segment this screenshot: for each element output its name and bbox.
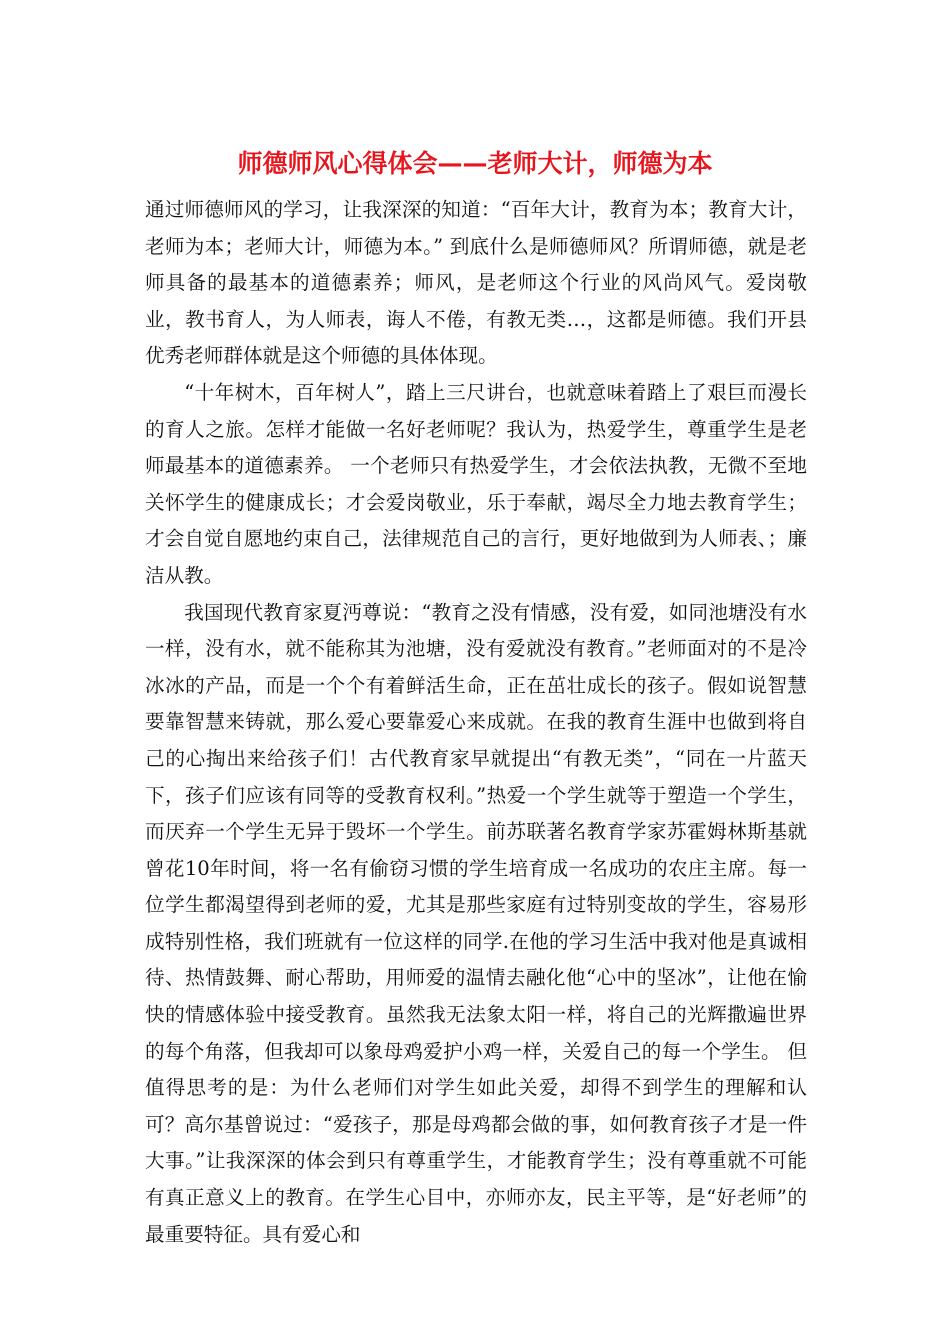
paragraph-1: 通过师德师风的学习，让我深深的知道：“百年大计，教育为本；教育大计，老师为本；老师大计，师德为本。” 到底什么是师德师风？所谓师德，就是老师具备的最基本的道德素养；师风，是老师这个行业的风尚风气。爱岗敬业，教书育人，为人师表，诲人不倦，有教无类…，这都是师德。我们开县优秀老师群体就是这个师德的具体体现。 [145,198,807,368]
paragraph-2: “十年树木，百年树人”，踏上三尺讲台，也就意味着踏上了艰巨而漫长的育人之旅。怎样才能做一名好老师呢？我认为，热爱学生，尊重学生是老师最基本的道德素养。 一个老师只有热爱学生，才会依法执教，无微不至地关怀学生的健康成长；才会爱岗敬业，乐于奉献，竭尽全力地去教育学生；才会自觉自愿地约束自己，法律规范自己的言行，更好地做到为人师表、；廉洁从教。 [145,380,807,587]
document-body [145,192,807,1253]
document-title: 师德师风心得体会——老师大计，师德为本 [237,149,713,178]
paragraph-3: 我国现代教育家夏沔尊说：“教育之没有情感，没有爱，如同池塘没有水一样，没有水，就不能称其为池塘，没有爱就没有教育。”老师面对的不是冷冰冰的产品，而是一个个有着鲜活生命，正在茁壮成长的孩子。假如说智慧要靠智慧来铸就，那么爱心要靠爱心来成就。在我的教育生涯中也做到将自己的心掏出来给孩子们！古代教育家早就提出“有教无类”，“同在一片蓝天下，孩子们应该有同等的受教育权利。”热爱一个学生就等于塑造一个学生，而厌弃一个学生无异于毁坏一个学生。前苏联著名教育学家苏霍姆林斯基就曾花10年时间，将一名有偷窃习惯的学生培育成一名成功的农庄主席。每一位学生都渴望得到老师的爱，尤其是那些家庭有过特别变故的学生，容易形成特别性格，我们班就有一位这样的同学.在他的学习生活中我对他是真诚相待、热情鼓舞、耐心帮助，用师爱的温情去融化他“心中的坚冰”，让他在愉快的情感体验中接受教育。虽然我无法象太阳一样，将自己的光辉撒遍世界的每个角落，但我却可以象母鸡爱护小鸡一样，关爱自己的每一个学生。 但值得思考的是：为什么老师们对学生如此关爱，却得不到学生的理解和认可？高尔基曾说过：“爱孩子，那是母鸡都会做的事，如何教育孩子才是一件大事。”让我深深的体会到只有尊重学生，才能教育学生；没有尊重就不可能有真正意义上的教育。在学生心目中，亦师亦友，民主平等，是“好老师”的最重要特征。具有爱心和 [145,600,807,1246]
